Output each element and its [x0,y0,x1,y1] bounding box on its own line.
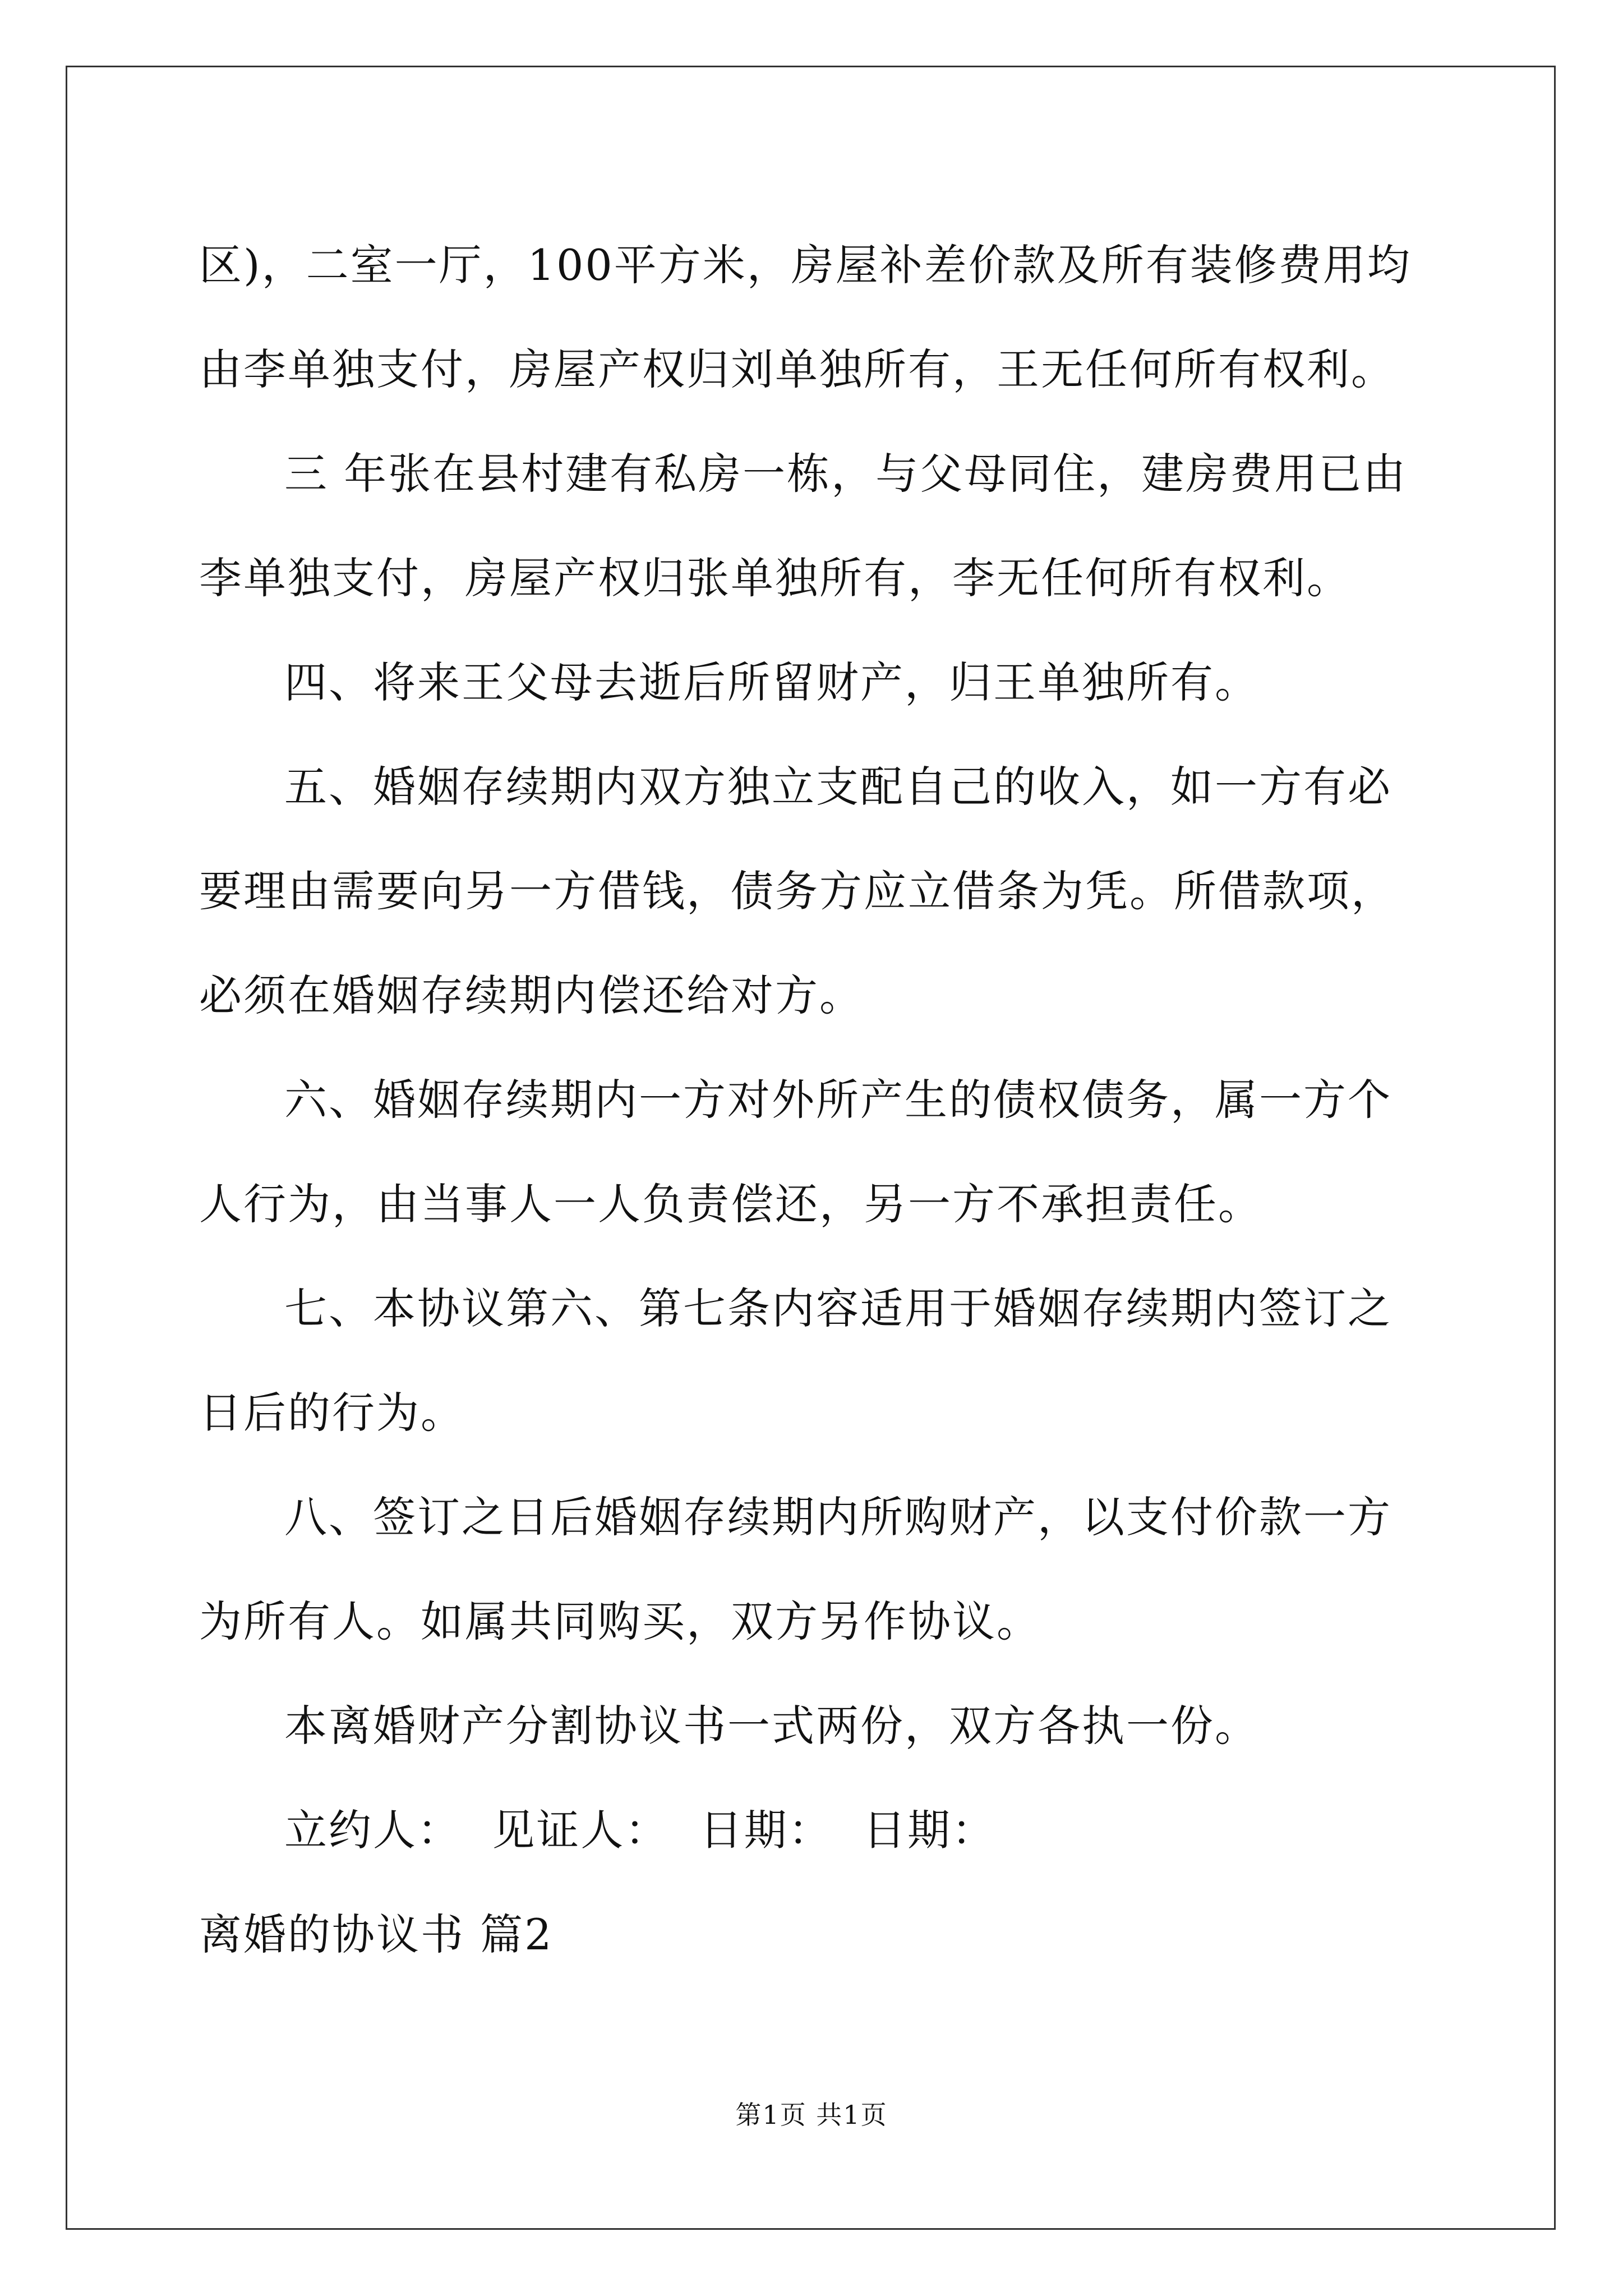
page-footer: 第1页 共1页 [735,2100,888,2130]
paragraph-1: 区)，二室一厅，100平方米，房屋补差价款及所有装修费用均由李单独支付，房屋产权归刘单独所有，王无任何所有权利。 [199,240,1412,394]
paragraph-4: 五、婚姻存续期内双方独立支配自己的收入，如一方有必要理由需要向另一方借钱，债务方应立借条为凭。所借款项，必须在婚姻存续期内偿还给对方。 [199,762,1395,1020]
section-heading: 离婚的协议书 篇2 [199,1910,554,1959]
paragraph-8: 本离婚财产分割协议书一式两份，双方各执一份。 [284,1701,1259,1751]
paragraph-7: 八、签订之日后婚姻存续期内所购财产，以支付价款一方为所有人。如属共同购买，双方另作协议。 [199,1492,1392,1646]
document-body [199,213,1433,1987]
paragraph-3: 四、将来王父母去逝后所留财产，归王单独所有。 [284,657,1259,707]
signature-line: 立约人： 见证人： 日期： 日期： [284,1805,996,1855]
paragraph-2: 三 年张在县村建有私房一栋，与父母同住，建房费用已由李单独支付，房屋产权归张单独所有，李无任何所有权利。 [199,449,1408,603]
paragraph-5: 六、婚姻存续期内一方对外所产生的债权债务，属一方个人行为，由当事人一人负责偿还，另一方不承担责任。 [199,1075,1392,1229]
paragraph-6: 七、本协议第六、第七条内容适用于婚姻存续期内签订之日后的行为。 [199,1283,1392,1438]
